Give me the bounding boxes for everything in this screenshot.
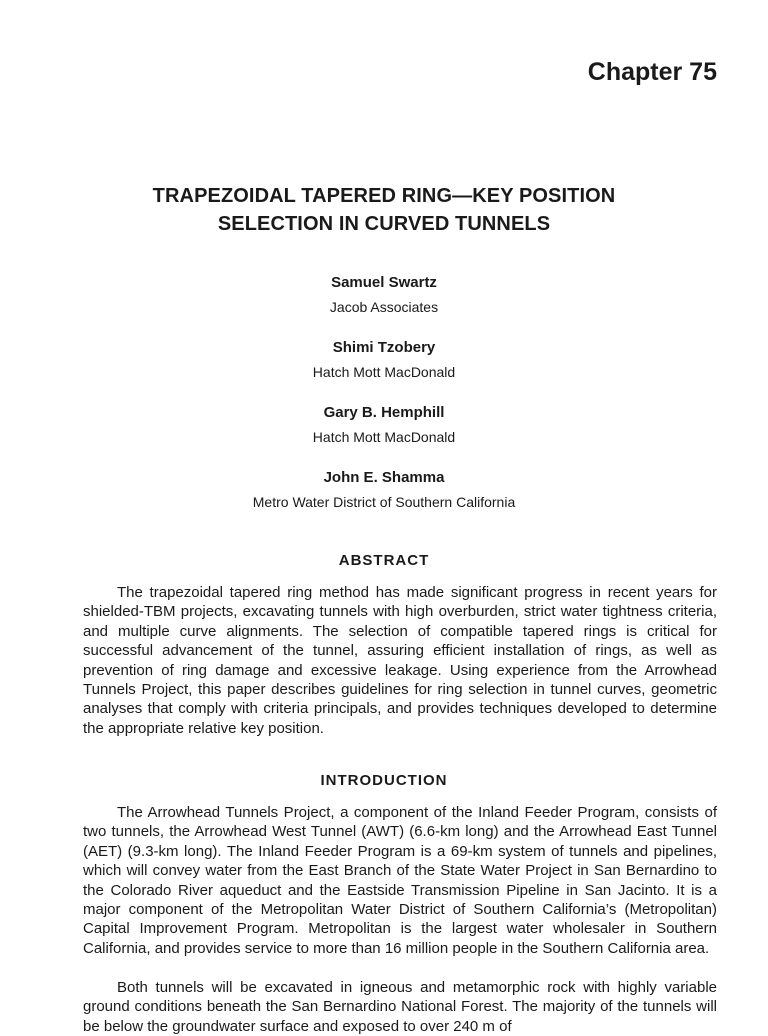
title-line-1: TRAPEZOIDAL TAPERED RING—KEY POSITION bbox=[152, 185, 616, 207]
paper-title bbox=[0, 182, 768, 238]
abstract-heading: ABSTRACT bbox=[338, 552, 430, 569]
author-affiliation: Hatch Mott MacDonald bbox=[312, 429, 456, 445]
author-name: Shimi Tzobery bbox=[332, 339, 436, 356]
author-affiliation: Jacob Associates bbox=[329, 299, 439, 315]
abstract-text: The trapezoidal tapered ring method has made significant progress in recent years for shielded-TBM projects, excavating tunnels with high overburden, strict water tightness criteria, and multiple curve alignments. The selection of compatible tapered rings is critical for successful advancement of the tunnel, assuring efficient installation of rings, as well as prevention of ring damage and excessive leakage. Using experience from the Arrowhead Tunnels Project, this paper describes guidelines for ring selection in tunnel curves, geometric analyses that comply with criteria principals, and provides techniques developed to determine the appropriate relative key position. bbox=[83, 584, 717, 737]
author-4 bbox=[0, 468, 768, 512]
introduction-heading: INTRODUCTION bbox=[320, 772, 448, 789]
author-3 bbox=[0, 403, 768, 447]
author-affiliation: Metro Water District of Southern California bbox=[252, 494, 516, 510]
author-name: John E. Shamma bbox=[323, 469, 445, 486]
introduction-paragraph-2: Both tunnels will be excavated in igneous and metamorphic rock with highly variable ground conditions beneath the San Bernardino National Forest. The majority of the tunnels will be below the groundwater surface and exposed to over 240 m of bbox=[83, 979, 717, 1035]
chapter-number: Chapter 75 bbox=[587, 58, 717, 86]
title-line-2: SELECTION IN CURVED TUNNELS bbox=[217, 213, 551, 235]
author-2 bbox=[0, 338, 768, 382]
author-affiliation: Hatch Mott MacDonald bbox=[312, 364, 456, 380]
author-name: Gary B. Hemphill bbox=[323, 404, 445, 421]
author-1 bbox=[0, 273, 768, 317]
author-name: Samuel Swartz bbox=[331, 274, 437, 291]
introduction-paragraph-1: The Arrowhead Tunnels Project, a component of the Inland Feeder Program, consists of two tunnels, the Arrowhead West Tunnel (AWT) (6.6-km long) and the Arrowhead East Tunnel (AET) (9.3-km long). The Inland Feeder Program is a 69-km system of tunnels and pipelines, which will convey water from the East Branch of the State Water Project in San Bernardino to the Colorado River aqueduct and the Eastside Transmission Pipeline in San Jacinto. It is a major component of the Metropolitan Water District of Southern California’s (Metropolitan) Capital Improvement Program. Metropolitan is the largest water wholesaler in Southern California, and provides service to more than 16 million people in the Southern California area. bbox=[83, 804, 717, 957]
